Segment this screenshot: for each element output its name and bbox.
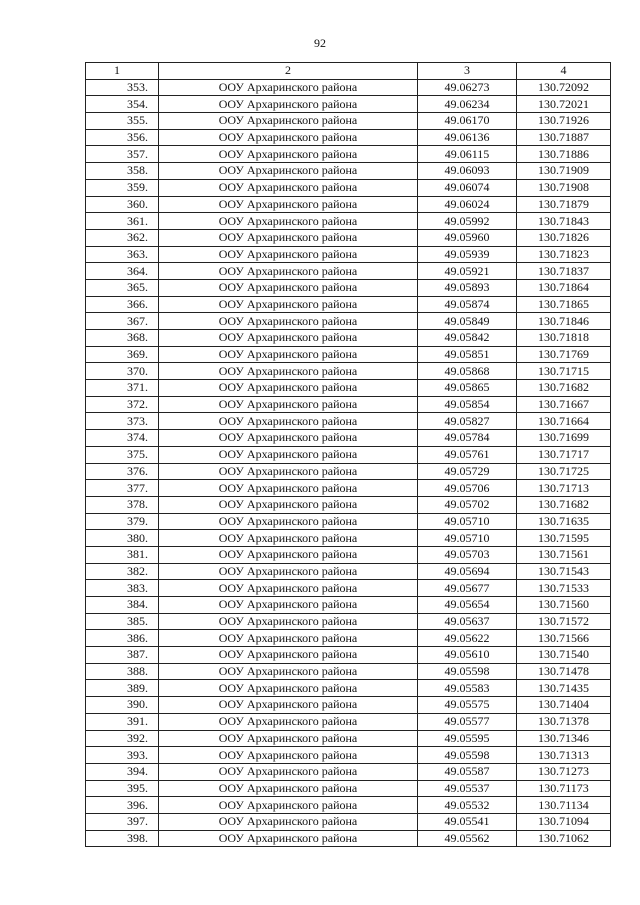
table-row — [86, 680, 611, 697]
latitude-cell: 49.05622 — [418, 630, 517, 647]
table-row — [86, 630, 611, 647]
table-row — [86, 263, 611, 280]
latitude-cell: 49.05595 — [418, 730, 517, 747]
longitude-cell: 130.71843 — [517, 213, 611, 230]
latitude-cell: 49.06234 — [418, 96, 517, 113]
latitude-cell: 49.05874 — [418, 296, 517, 313]
table-row — [86, 179, 611, 196]
row-number: 371. — [86, 380, 159, 397]
latitude-cell: 49.05575 — [418, 697, 517, 714]
organization-name: ООУ Архаринского района — [159, 330, 418, 347]
organization-name: ООУ Архаринского района — [159, 663, 418, 680]
latitude-cell: 49.05854 — [418, 396, 517, 413]
organization-name: ООУ Архаринского района — [159, 279, 418, 296]
longitude-cell: 130.71818 — [517, 330, 611, 347]
organization-name: ООУ Архаринского района — [159, 413, 418, 430]
table-row — [86, 196, 611, 213]
latitude-cell: 49.05784 — [418, 430, 517, 447]
table-row — [86, 713, 611, 730]
longitude-cell: 130.71134 — [517, 797, 611, 814]
table-row — [86, 530, 611, 547]
longitude-cell: 130.71543 — [517, 563, 611, 580]
longitude-cell: 130.71865 — [517, 296, 611, 313]
organization-name: ООУ Архаринского района — [159, 113, 418, 130]
latitude-cell: 49.06093 — [418, 163, 517, 180]
longitude-cell: 130.71533 — [517, 580, 611, 597]
latitude-cell: 49.06024 — [418, 196, 517, 213]
row-number: 359. — [86, 179, 159, 196]
organization-name: ООУ Архаринского района — [159, 363, 418, 380]
organization-name: ООУ Архаринского района — [159, 463, 418, 480]
table-row — [86, 763, 611, 780]
table-row — [86, 396, 611, 413]
organization-name: ООУ Архаринского района — [159, 530, 418, 547]
table-row — [86, 613, 611, 630]
latitude-cell: 49.06273 — [418, 79, 517, 96]
organization-name: ООУ Архаринского района — [159, 496, 418, 513]
table-row — [86, 246, 611, 263]
latitude-cell: 49.05868 — [418, 363, 517, 380]
longitude-cell: 130.71667 — [517, 396, 611, 413]
row-number: 392. — [86, 730, 159, 747]
longitude-cell: 130.71346 — [517, 730, 611, 747]
table-row — [86, 163, 611, 180]
longitude-cell: 130.71635 — [517, 513, 611, 530]
latitude-cell: 49.05562 — [418, 830, 517, 847]
organization-name: ООУ Архаринского района — [159, 313, 418, 330]
longitude-cell: 130.71572 — [517, 613, 611, 630]
table-row — [86, 413, 611, 430]
longitude-cell: 130.71699 — [517, 430, 611, 447]
table-row — [86, 330, 611, 347]
longitude-cell: 130.71566 — [517, 630, 611, 647]
latitude-cell: 49.05706 — [418, 480, 517, 497]
table-row — [86, 597, 611, 614]
row-number: 397. — [86, 813, 159, 830]
latitude-cell: 49.05677 — [418, 580, 517, 597]
organization-name: ООУ Архаринского района — [159, 546, 418, 563]
longitude-cell: 130.71173 — [517, 780, 611, 797]
organization-name: ООУ Архаринского района — [159, 263, 418, 280]
latitude-cell: 49.05577 — [418, 713, 517, 730]
organization-name: ООУ Архаринского района — [159, 296, 418, 313]
longitude-cell: 130.71826 — [517, 229, 611, 246]
row-number: 387. — [86, 647, 159, 664]
organization-name: ООУ Архаринского района — [159, 163, 418, 180]
longitude-cell: 130.71717 — [517, 446, 611, 463]
table-row — [86, 213, 611, 230]
table-row — [86, 463, 611, 480]
organization-name: ООУ Архаринского района — [159, 146, 418, 163]
longitude-cell: 130.71682 — [517, 496, 611, 513]
row-number: 382. — [86, 563, 159, 580]
latitude-cell: 49.05654 — [418, 597, 517, 614]
latitude-cell: 49.06136 — [418, 129, 517, 146]
latitude-cell: 49.05842 — [418, 330, 517, 347]
table-row — [86, 563, 611, 580]
table-row — [86, 496, 611, 513]
organization-name: ООУ Архаринского района — [159, 430, 418, 447]
table-row — [86, 296, 611, 313]
organization-name: ООУ Архаринского района — [159, 246, 418, 263]
organization-name: ООУ Архаринского района — [159, 630, 418, 647]
row-number: 365. — [86, 279, 159, 296]
latitude-cell: 49.05703 — [418, 546, 517, 563]
latitude-cell: 49.06115 — [418, 146, 517, 163]
latitude-cell: 49.05992 — [418, 213, 517, 230]
column-header-2: 2 — [159, 63, 418, 80]
organization-name: ООУ Архаринского района — [159, 96, 418, 113]
longitude-cell: 130.71769 — [517, 346, 611, 363]
organization-name: ООУ Архаринского района — [159, 713, 418, 730]
longitude-cell: 130.71540 — [517, 647, 611, 664]
row-number: 381. — [86, 546, 159, 563]
row-number: 390. — [86, 697, 159, 714]
row-number: 361. — [86, 213, 159, 230]
row-number: 374. — [86, 430, 159, 447]
organization-name: ООУ Архаринского района — [159, 513, 418, 530]
row-number: 368. — [86, 330, 159, 347]
longitude-cell: 130.71560 — [517, 597, 611, 614]
longitude-cell: 130.71273 — [517, 763, 611, 780]
table-row — [86, 663, 611, 680]
latitude-cell: 49.05587 — [418, 763, 517, 780]
organization-name: ООУ Архаринского района — [159, 563, 418, 580]
table-row — [86, 346, 611, 363]
row-number: 360. — [86, 196, 159, 213]
organization-name: ООУ Архаринского района — [159, 213, 418, 230]
longitude-cell: 130.71664 — [517, 413, 611, 430]
longitude-cell: 130.71713 — [517, 480, 611, 497]
row-number: 362. — [86, 229, 159, 246]
latitude-cell: 49.05939 — [418, 246, 517, 263]
row-number: 379. — [86, 513, 159, 530]
latitude-cell: 49.05710 — [418, 530, 517, 547]
latitude-cell: 49.06074 — [418, 179, 517, 196]
organization-name: ООУ Архаринского района — [159, 613, 418, 630]
table-row — [86, 363, 611, 380]
organization-name: ООУ Архаринского района — [159, 396, 418, 413]
latitude-cell: 49.05610 — [418, 647, 517, 664]
table-row — [86, 480, 611, 497]
latitude-cell: 49.05865 — [418, 380, 517, 397]
table-row — [86, 730, 611, 747]
organization-name: ООУ Архаринского района — [159, 830, 418, 847]
organization-name: ООУ Архаринского района — [159, 229, 418, 246]
row-number: 373. — [86, 413, 159, 430]
table-row — [86, 430, 611, 447]
table-row — [86, 279, 611, 296]
table-row — [86, 229, 611, 246]
longitude-cell: 130.71378 — [517, 713, 611, 730]
table-row — [86, 580, 611, 597]
organization-name: ООУ Архаринского района — [159, 580, 418, 597]
longitude-cell: 130.72021 — [517, 96, 611, 113]
row-number: 377. — [86, 480, 159, 497]
organization-name: ООУ Архаринского района — [159, 780, 418, 797]
row-number: 376. — [86, 463, 159, 480]
longitude-cell: 130.71062 — [517, 830, 611, 847]
table-row — [86, 146, 611, 163]
longitude-cell: 130.71879 — [517, 196, 611, 213]
row-number: 386. — [86, 630, 159, 647]
row-number: 396. — [86, 797, 159, 814]
longitude-cell: 130.71404 — [517, 697, 611, 714]
longitude-cell: 130.71926 — [517, 113, 611, 130]
row-number: 375. — [86, 446, 159, 463]
organization-name: ООУ Архаринского района — [159, 480, 418, 497]
table-row — [86, 113, 611, 130]
row-number: 366. — [86, 296, 159, 313]
coordinates-table — [85, 62, 611, 847]
column-header-1: 1 — [86, 63, 159, 80]
organization-name: ООУ Архаринского района — [159, 129, 418, 146]
column-header-3: 3 — [418, 63, 517, 80]
table-row — [86, 813, 611, 830]
latitude-cell: 49.05598 — [418, 747, 517, 764]
row-number: 389. — [86, 680, 159, 697]
row-number: 355. — [86, 113, 159, 130]
longitude-cell: 130.71887 — [517, 129, 611, 146]
table-row — [86, 79, 611, 96]
table-row — [86, 513, 611, 530]
row-number: 380. — [86, 530, 159, 547]
table-row — [86, 747, 611, 764]
latitude-cell: 49.06170 — [418, 113, 517, 130]
latitude-cell: 49.05729 — [418, 463, 517, 480]
organization-name: ООУ Архаринского района — [159, 730, 418, 747]
latitude-cell: 49.05849 — [418, 313, 517, 330]
row-number: 354. — [86, 96, 159, 113]
latitude-cell: 49.05921 — [418, 263, 517, 280]
table-body — [86, 79, 611, 847]
longitude-cell: 130.71886 — [517, 146, 611, 163]
organization-name: ООУ Архаринского района — [159, 697, 418, 714]
table-row — [86, 830, 611, 847]
latitude-cell: 49.05541 — [418, 813, 517, 830]
organization-name: ООУ Архаринского района — [159, 196, 418, 213]
row-number: 356. — [86, 129, 159, 146]
organization-name: ООУ Архаринского района — [159, 813, 418, 830]
row-number: 383. — [86, 580, 159, 597]
row-number: 367. — [86, 313, 159, 330]
organization-name: ООУ Архаринского района — [159, 763, 418, 780]
table-row — [86, 797, 611, 814]
latitude-cell: 49.05851 — [418, 346, 517, 363]
organization-name: ООУ Архаринского района — [159, 380, 418, 397]
longitude-cell: 130.71561 — [517, 546, 611, 563]
row-number: 393. — [86, 747, 159, 764]
row-number: 372. — [86, 396, 159, 413]
organization-name: ООУ Архаринского района — [159, 797, 418, 814]
latitude-cell: 49.05827 — [418, 413, 517, 430]
latitude-cell: 49.05637 — [418, 613, 517, 630]
longitude-cell: 130.71823 — [517, 246, 611, 263]
longitude-cell: 130.71846 — [517, 313, 611, 330]
row-number: 369. — [86, 346, 159, 363]
longitude-cell: 130.71725 — [517, 463, 611, 480]
latitude-cell: 49.05761 — [418, 446, 517, 463]
latitude-cell: 49.05702 — [418, 496, 517, 513]
row-number: 394. — [86, 763, 159, 780]
longitude-cell: 130.71908 — [517, 179, 611, 196]
table-row — [86, 697, 611, 714]
table-row — [86, 380, 611, 397]
latitude-cell: 49.05960 — [418, 229, 517, 246]
organization-name: ООУ Архаринского района — [159, 179, 418, 196]
latitude-cell: 49.05537 — [418, 780, 517, 797]
page-number: 92 — [314, 36, 326, 50]
latitude-cell: 49.05532 — [418, 797, 517, 814]
organization-name: ООУ Архаринского района — [159, 446, 418, 463]
row-number: 357. — [86, 146, 159, 163]
latitude-cell: 49.05710 — [418, 513, 517, 530]
organization-name: ООУ Архаринского района — [159, 597, 418, 614]
table-row — [86, 129, 611, 146]
organization-name: ООУ Архаринского района — [159, 647, 418, 664]
row-number: 384. — [86, 597, 159, 614]
table-row — [86, 446, 611, 463]
row-number: 363. — [86, 246, 159, 263]
column-header-4: 4 — [517, 63, 611, 80]
row-number: 358. — [86, 163, 159, 180]
longitude-cell: 130.71909 — [517, 163, 611, 180]
table-row — [86, 780, 611, 797]
row-number: 388. — [86, 663, 159, 680]
longitude-cell: 130.71864 — [517, 279, 611, 296]
table-row — [86, 96, 611, 113]
organization-name: ООУ Архаринского района — [159, 747, 418, 764]
longitude-cell: 130.71715 — [517, 363, 611, 380]
longitude-cell: 130.71313 — [517, 747, 611, 764]
organization-name: ООУ Архаринского района — [159, 680, 418, 697]
table-row — [86, 546, 611, 563]
row-number: 370. — [86, 363, 159, 380]
longitude-cell: 130.71478 — [517, 663, 611, 680]
row-number: 391. — [86, 713, 159, 730]
longitude-cell: 130.71837 — [517, 263, 611, 280]
table-header-row — [86, 63, 611, 80]
longitude-cell: 130.72092 — [517, 79, 611, 96]
latitude-cell: 49.05694 — [418, 563, 517, 580]
row-number: 385. — [86, 613, 159, 630]
organization-name: ООУ Архаринского района — [159, 346, 418, 363]
latitude-cell: 49.05598 — [418, 663, 517, 680]
longitude-cell: 130.71435 — [517, 680, 611, 697]
row-number: 353. — [86, 79, 159, 96]
table-row — [86, 313, 611, 330]
row-number: 364. — [86, 263, 159, 280]
latitude-cell: 49.05893 — [418, 279, 517, 296]
row-number: 398. — [86, 830, 159, 847]
longitude-cell: 130.71595 — [517, 530, 611, 547]
longitude-cell: 130.71682 — [517, 380, 611, 397]
row-number: 395. — [86, 780, 159, 797]
table-row — [86, 647, 611, 664]
latitude-cell: 49.05583 — [418, 680, 517, 697]
row-number: 378. — [86, 496, 159, 513]
organization-name: ООУ Архаринского района — [159, 79, 418, 96]
longitude-cell: 130.71094 — [517, 813, 611, 830]
